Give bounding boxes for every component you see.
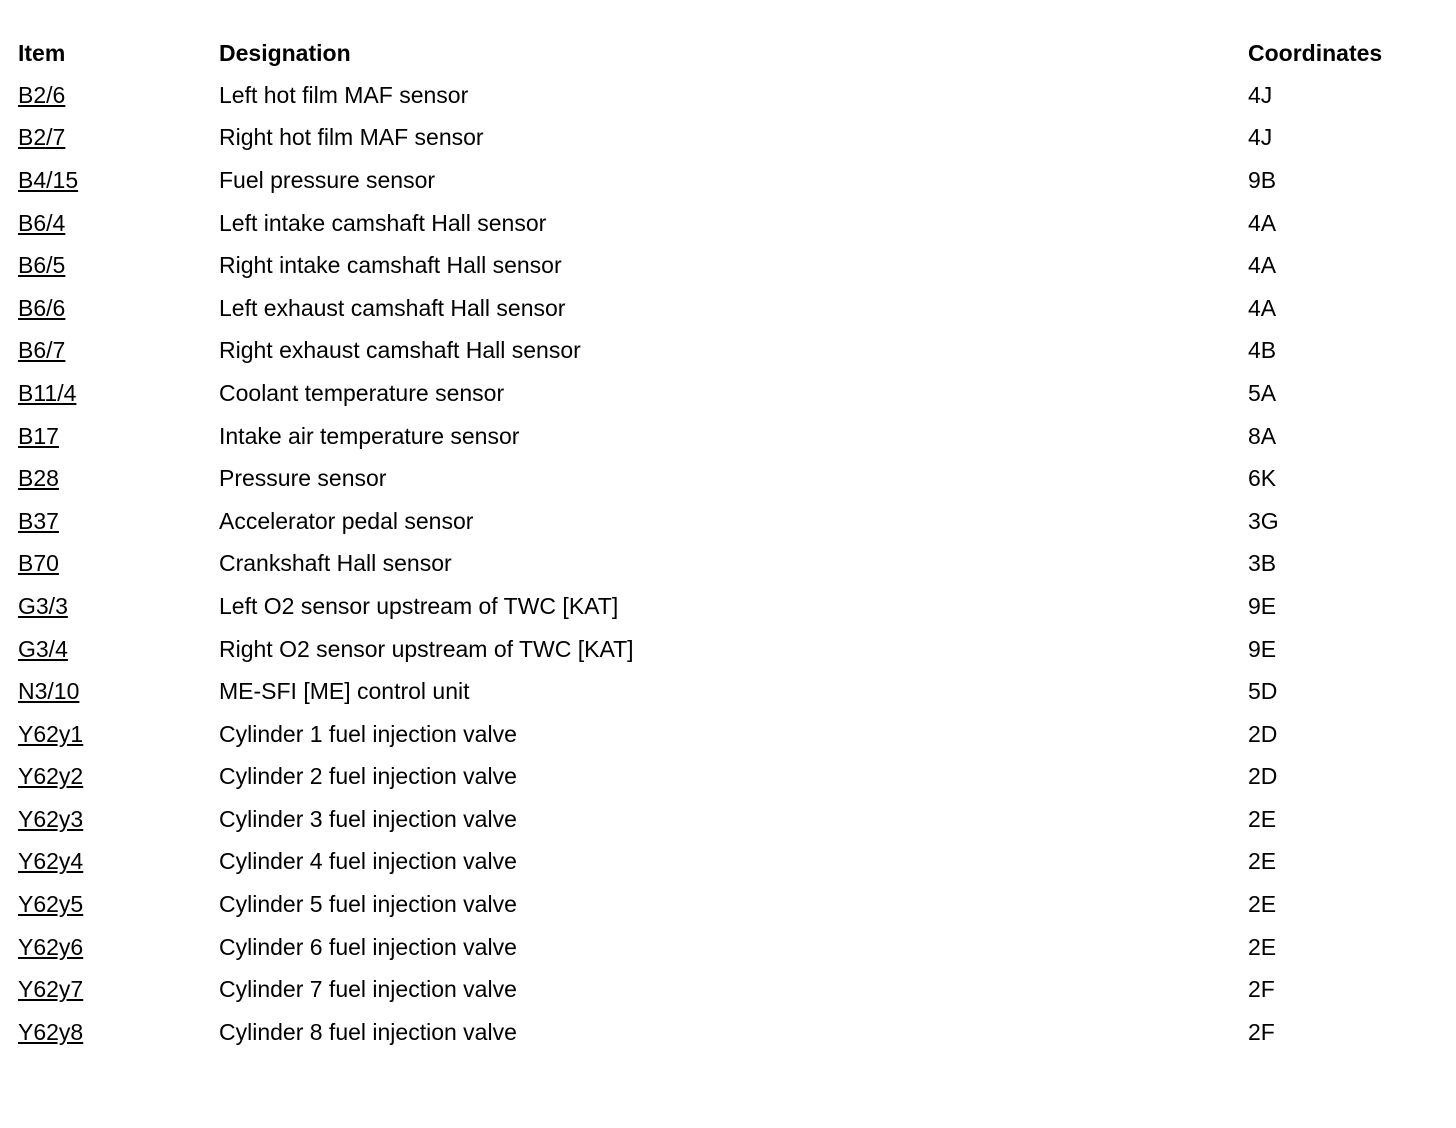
item-cell — [18, 978, 219, 1001]
coordinates-cell: 5D — [1248, 678, 1278, 705]
item-link[interactable]: B6/4 — [18, 209, 66, 236]
item-cell — [18, 379, 219, 406]
designation-cell: Coolant temperature sensor — [219, 379, 505, 406]
item-cell — [18, 422, 219, 449]
designation-cell: Cylinder 4 fuel injection valve — [219, 848, 517, 875]
table-row — [18, 457, 1438, 500]
designation-cell: Cylinder 1 fuel injection valve — [219, 720, 517, 747]
table-row — [18, 585, 1438, 628]
item-link[interactable]: N3/10 — [18, 678, 80, 705]
designation-cell: Right intake camshaft Hall sensor — [219, 252, 562, 279]
item-link[interactable]: B4/15 — [18, 166, 79, 193]
coordinates-cell: 2F — [1248, 1018, 1275, 1045]
designation-cell: Left O2 sensor upstream of TWC [KAT] — [219, 592, 619, 619]
designation-cell: Left exhaust camshaft Hall sensor — [219, 294, 566, 321]
item-cell — [18, 126, 219, 149]
item-cell — [18, 467, 219, 490]
item-link[interactable]: B2/6 — [18, 81, 66, 108]
header-item: Item — [18, 39, 66, 66]
item-link[interactable]: Y62y4 — [18, 848, 84, 875]
coordinates-cell: 2D — [1248, 763, 1278, 790]
table-row — [18, 74, 1438, 117]
item-link[interactable]: B6/6 — [18, 294, 66, 321]
table-row — [18, 202, 1438, 245]
header-coordinates: Coordinates — [1248, 39, 1383, 66]
item-link[interactable]: B28 — [18, 465, 59, 492]
coordinates-cell: 4A — [1248, 252, 1277, 279]
item-link[interactable]: B6/5 — [18, 252, 66, 279]
designation-cell: Pressure sensor — [219, 465, 387, 492]
table-row — [18, 415, 1438, 458]
coordinates-cell: 9E — [1248, 635, 1277, 662]
designation-cell: Cylinder 7 fuel injection valve — [219, 976, 517, 1003]
table-row — [18, 883, 1438, 926]
coordinates-cell: 2D — [1248, 720, 1278, 747]
item-link[interactable]: Y62y6 — [18, 933, 84, 960]
coordinates-cell: 4A — [1248, 209, 1277, 236]
coordinates-cell: 2E — [1248, 848, 1277, 875]
designation-cell: Accelerator pedal sensor — [219, 507, 474, 534]
table-row — [18, 756, 1438, 799]
designation-cell: Right exhaust camshaft Hall sensor — [219, 337, 581, 364]
coordinates-cell: 8A — [1248, 422, 1277, 449]
designation-cell: Crankshaft Hall sensor — [219, 550, 452, 577]
item-cell — [18, 1018, 219, 1045]
table-row — [18, 543, 1438, 586]
item-cell — [18, 81, 219, 108]
coordinates-cell: 2E — [1248, 933, 1277, 960]
coordinates-cell: 9B — [1248, 166, 1277, 193]
coordinates-cell: 3G — [1248, 507, 1279, 534]
coordinates-cell: 2F — [1248, 976, 1275, 1003]
component-legend-table — [18, 32, 1438, 1054]
designation-cell: Cylinder 2 fuel injection valve — [219, 763, 517, 790]
designation-cell: Left intake camshaft Hall sensor — [219, 209, 547, 236]
designation-cell: Cylinder 6 fuel injection valve — [219, 933, 517, 960]
coordinates-cell: 9E — [1248, 592, 1277, 619]
item-link[interactable]: Y62y8 — [18, 1018, 84, 1045]
designation-cell: Left hot film MAF sensor — [219, 81, 469, 108]
table-row — [18, 968, 1438, 1011]
table-header — [18, 32, 1438, 74]
item-link[interactable]: Y62y5 — [18, 891, 84, 918]
item-cell — [18, 552, 219, 575]
header-designation: Designation — [219, 39, 351, 66]
table-row — [18, 500, 1438, 543]
item-cell — [18, 339, 219, 362]
item-link[interactable]: B37 — [18, 507, 59, 534]
coordinates-cell: 4A — [1248, 294, 1277, 321]
item-cell — [18, 805, 219, 832]
item-cell — [18, 680, 219, 703]
item-link[interactable]: Y62y7 — [18, 976, 84, 1003]
designation-cell: Cylinder 5 fuel injection valve — [219, 891, 517, 918]
item-link[interactable]: B2/7 — [18, 124, 66, 151]
designation-cell: Cylinder 8 fuel injection valve — [219, 1018, 517, 1045]
table-row — [18, 713, 1438, 756]
table-row — [18, 798, 1438, 841]
item-cell — [18, 592, 219, 619]
item-cell — [18, 507, 219, 534]
designation-cell: Fuel pressure sensor — [219, 166, 436, 193]
coordinates-cell: 5A — [1248, 379, 1277, 406]
designation-cell: Right O2 sensor upstream of TWC [KAT] — [219, 635, 634, 662]
item-link[interactable]: B6/7 — [18, 337, 66, 364]
item-link[interactable]: B70 — [18, 550, 59, 577]
table-row — [18, 1011, 1438, 1054]
table-row — [18, 330, 1438, 373]
table-row — [18, 841, 1438, 884]
item-link[interactable]: Y62y2 — [18, 763, 84, 790]
coordinates-cell: 2E — [1248, 891, 1277, 918]
designation-cell: Cylinder 3 fuel injection valve — [219, 805, 517, 832]
table-row — [18, 628, 1438, 671]
item-link[interactable]: G3/3 — [18, 592, 68, 619]
item-cell — [18, 720, 219, 747]
item-link[interactable]: B11/4 — [18, 379, 77, 406]
coordinates-cell: 4J — [1248, 124, 1273, 151]
coordinates-cell: 2E — [1248, 805, 1277, 832]
table-row — [18, 287, 1438, 330]
item-link[interactable]: Y62y3 — [18, 805, 84, 832]
item-link[interactable]: B17 — [18, 422, 59, 449]
item-cell — [18, 254, 219, 277]
item-link[interactable]: Y62y1 — [18, 720, 84, 747]
item-cell — [18, 209, 219, 236]
coordinates-cell: 4B — [1248, 337, 1277, 364]
table-row — [18, 372, 1438, 415]
item-cell — [18, 294, 219, 321]
item-cell — [18, 765, 219, 788]
table-row — [18, 926, 1438, 969]
item-link[interactable]: G3/4 — [18, 635, 68, 662]
table-body — [18, 74, 1438, 1054]
table-row — [18, 244, 1438, 287]
table-row — [18, 117, 1438, 160]
coordinates-cell: 4J — [1248, 81, 1273, 108]
item-cell — [18, 166, 219, 193]
designation-cell: Right hot film MAF sensor — [219, 124, 484, 151]
item-cell — [18, 893, 219, 916]
designation-cell: Intake air temperature sensor — [219, 422, 520, 449]
table-row — [18, 670, 1438, 713]
item-cell — [18, 850, 219, 873]
item-cell — [18, 635, 219, 662]
item-cell — [18, 933, 219, 960]
designation-cell: ME-SFI [ME] control unit — [219, 678, 470, 705]
coordinates-cell: 3B — [1248, 550, 1277, 577]
coordinates-cell: 6K — [1248, 465, 1277, 492]
table-row — [18, 159, 1438, 202]
